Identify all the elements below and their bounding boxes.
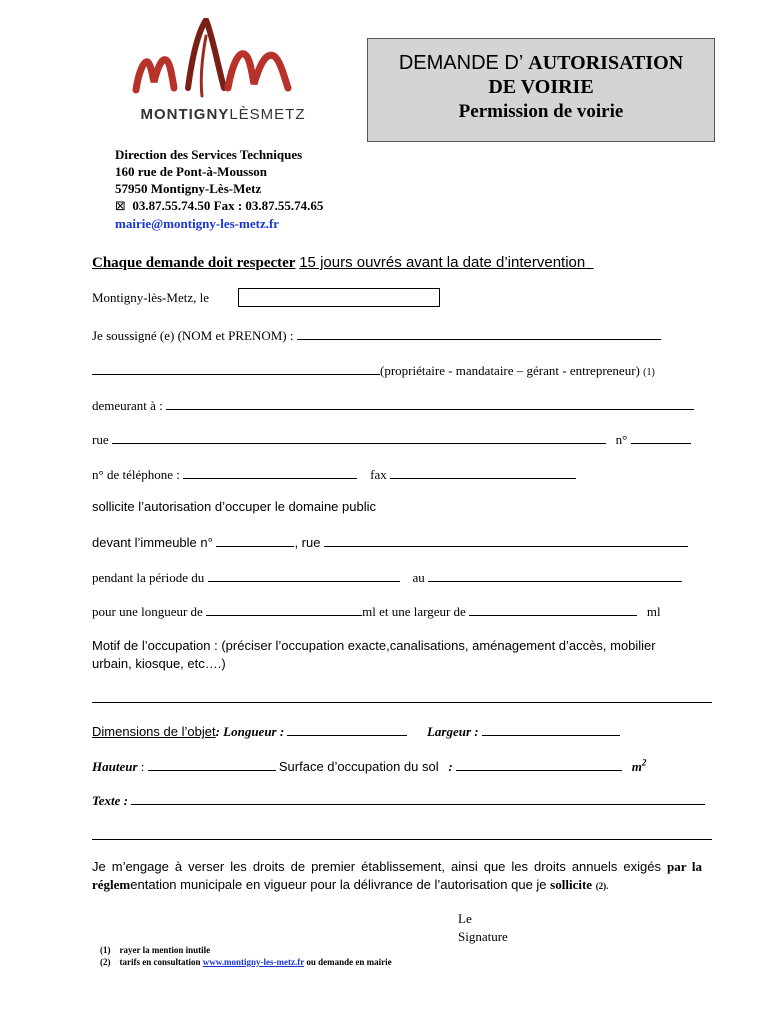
telephone-row xyxy=(92,465,576,483)
role-field[interactable] xyxy=(92,361,380,375)
title-line1 xyxy=(368,51,714,75)
motif-field[interactable] xyxy=(92,702,712,703)
au-label: au xyxy=(412,570,425,585)
immeuble-numero-field[interactable] xyxy=(216,533,294,547)
signature-le: Le xyxy=(458,911,472,926)
periode-row xyxy=(92,568,682,586)
demeurant-field[interactable] xyxy=(166,396,694,410)
sollicite-label: sollicite l’autorisation d’occuper le domaine public xyxy=(92,499,376,514)
role-row xyxy=(92,361,655,379)
largeur-field[interactable] xyxy=(469,602,637,616)
longueur-obj-field[interactable] xyxy=(287,722,407,736)
fax-field[interactable] xyxy=(390,465,576,479)
devant-rue-field[interactable] xyxy=(324,533,688,547)
footnote-2 xyxy=(100,956,392,968)
devant-row xyxy=(92,533,688,550)
engage-note: (2). xyxy=(595,881,609,891)
largeur-obj-field[interactable] xyxy=(482,722,620,736)
rue-row xyxy=(92,430,691,448)
signature-block xyxy=(458,910,508,946)
footnote-2-num: (2) xyxy=(100,957,111,967)
surface-label: Surface d’occupation du sol xyxy=(278,759,439,774)
texte-label: Texte : xyxy=(92,793,128,808)
periode-label: pendant la période du xyxy=(92,570,205,585)
engage-bold1: par la réglem xyxy=(92,859,702,892)
rue-label: rue xyxy=(92,432,109,447)
m2-label: m xyxy=(631,759,642,774)
motif-row xyxy=(92,637,656,673)
dimensions-row xyxy=(92,722,620,740)
footnote-2-text-b: ou demande en mairie xyxy=(306,957,392,967)
title-line3: Permission de voirie xyxy=(458,101,624,122)
address-phone: 03.87.55.74.50 Fax : 03.87.55.74.65 xyxy=(132,198,324,213)
title-box xyxy=(367,38,715,142)
ml-label: ml et une largeur de xyxy=(362,604,466,619)
periode-fin-field[interactable] xyxy=(428,568,682,582)
footnote-2-link[interactable]: www.montigny-les-metz.fr xyxy=(202,957,305,967)
montigny-logo xyxy=(128,18,318,130)
address-block xyxy=(115,146,323,232)
fax-label: fax xyxy=(370,467,387,482)
motif-line1: Motif de l’occupation : (préciser l’occupation exacte,canalisations, aménagement d’accès, mobilier xyxy=(92,638,656,653)
address-email[interactable]: mairie@montigny-les-metz.fr xyxy=(115,216,280,231)
largeur-obj-label: Largeur : xyxy=(426,724,479,739)
texte-field-2[interactable] xyxy=(92,839,712,840)
soussigne-label: Je soussigné (e) (NOM et PRENOM) : xyxy=(92,328,294,343)
dimensions-label: Dimensions de l’objet xyxy=(92,724,216,739)
engage-part1: Je m’engage à verser les droits de premier établissement, ainsi que les droits annuels exigés xyxy=(92,859,661,874)
sollicite-row xyxy=(92,499,376,514)
title-line1-a: DEMANDE D’ xyxy=(398,52,524,74)
footnote-1-text: rayer la mention inutile xyxy=(119,945,211,955)
notice-rest: 15 jours ouvrés avant la date d’intervention xyxy=(299,254,586,271)
hauteur-label: Hauteur xyxy=(92,759,138,774)
phone-icon: ⊠ xyxy=(115,199,126,214)
logo-brand-right: LÈSMETZ xyxy=(229,106,306,123)
footnote-1-num: (1) xyxy=(100,945,111,955)
ml2-label: ml xyxy=(646,604,661,619)
notice-bold: Chaque demande doit respecter xyxy=(92,255,296,271)
role-label: (propriétaire - mandataire – gérant - entrepreneur) xyxy=(380,363,640,378)
longueur-label: pour une longueur de xyxy=(92,604,203,619)
engage-part2: entation municipale en vigueur pour la délivrance de l’autorisation que je xyxy=(130,877,547,892)
footnotes xyxy=(100,944,392,968)
hauteur-row xyxy=(92,757,646,775)
footnote-2-text-a: tarifs en consultation xyxy=(119,957,201,967)
name-field[interactable] xyxy=(297,326,661,340)
hauteur-field[interactable] xyxy=(148,757,276,771)
motif-line2: urbain, kiosque, etc….) xyxy=(92,656,226,671)
engage-bold2: sollicite xyxy=(550,877,593,892)
signature-label: Signature xyxy=(458,929,508,944)
telephone-field[interactable] xyxy=(183,465,357,479)
role-note: (1) xyxy=(643,367,655,378)
address-line1: Direction des Services Techniques xyxy=(115,147,303,162)
texte-row xyxy=(92,791,705,809)
address-phone-row xyxy=(115,197,323,215)
devant-label: devant l’immeuble n° xyxy=(92,535,213,550)
devant-rue-label: , rue xyxy=(294,535,321,550)
date-row xyxy=(92,290,209,306)
longueur-row xyxy=(92,602,661,620)
numero-field[interactable] xyxy=(631,430,691,444)
date-label: Montigny-lès-Metz, le xyxy=(92,290,209,305)
notice xyxy=(92,254,594,272)
demeurant-label: demeurant à : xyxy=(92,398,163,413)
telephone-label: n° de téléphone : xyxy=(92,467,180,482)
address-line3: 57950 Montigny-Lès-Metz xyxy=(115,181,262,196)
engagement-paragraph xyxy=(92,858,702,895)
surface-field[interactable] xyxy=(456,757,622,771)
numero-label: n° xyxy=(615,432,628,447)
title-line2: DE VOIRIE xyxy=(488,76,594,98)
surface-colon: : xyxy=(448,759,453,774)
soussigne-row xyxy=(92,326,661,344)
logo-text xyxy=(128,106,318,123)
address-line2: 160 rue de Pont-à-Mousson xyxy=(115,164,268,179)
title-line1-b: AUTORISATION xyxy=(528,52,684,74)
periode-debut-field[interactable] xyxy=(208,568,400,582)
texte-field-1[interactable] xyxy=(131,791,705,805)
longueur-field[interactable] xyxy=(206,602,362,616)
longueur-obj-label: : Longueur : xyxy=(215,724,285,739)
hauteur-colon: : xyxy=(140,759,145,774)
m2-sup: 2 xyxy=(641,757,647,768)
demeurant-row xyxy=(92,396,694,414)
rue-field[interactable] xyxy=(112,430,606,444)
logo-brand-left: MONTIGNY xyxy=(140,106,230,123)
date-input[interactable] xyxy=(238,288,440,307)
footnote-1 xyxy=(100,944,392,956)
